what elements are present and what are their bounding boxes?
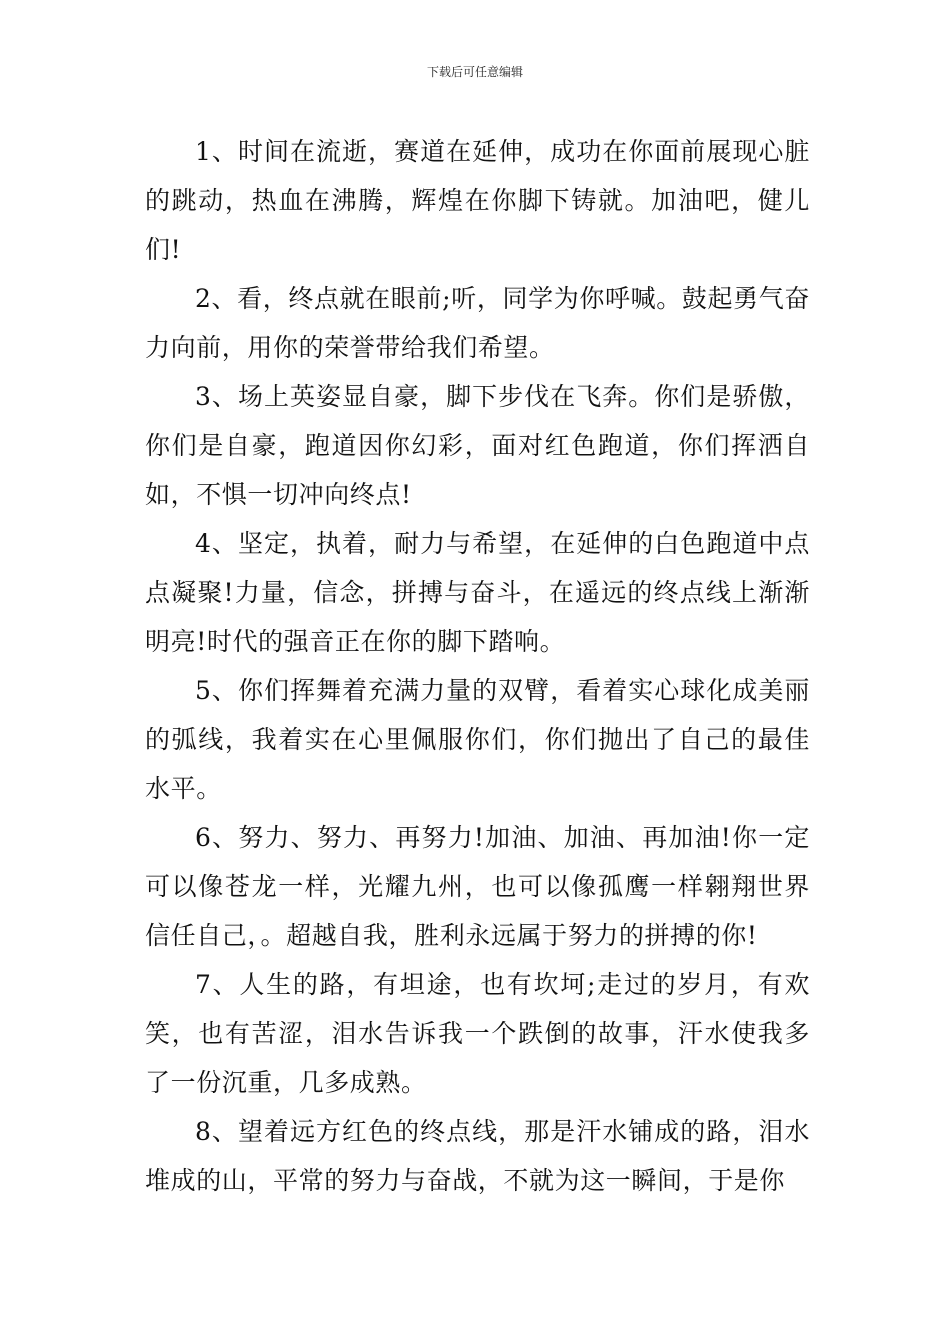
paragraph-3: 3、场上英姿显自豪，脚下步伐在飞奔。你们是骄傲，你们是自豪，跑道因你幻彩，面对红色跑道，你们挥洒自如，不惧一切冲向终点! [145,382,810,509]
paragraph-4: 4、坚定，执着，耐力与希望，在延伸的白色跑道中点点凝聚!力量，信念，拼搏与奋斗，在遥远的终点线上渐渐明亮!时代的强音正在你的脚下踏响。 [145,529,810,656]
paragraph-1: 1、时间在流逝，赛道在延伸，成功在你面前展现心脏的跳动，热血在沸腾，辉煌在你脚下铸就。加油吧，健儿们! [145,137,810,264]
paragraph-8: 8、望着远方红色的终点线，那是汗水铺成的路，泪水堆成的山，平常的努力与奋战，不就为这一瞬间，于是你 [145,1117,810,1195]
paragraph-2: 2、看，终点就在眼前;听，同学为你呼喊。鼓起勇气奋力向前，用你的荣誉带给我们希望。 [145,284,810,362]
document-body [145,127,810,1205]
paragraph-6: 6、努力、努力、再努力!加油、加油、再加油!你一定可以像苍龙一样，光耀九州，也可以像孤鹰一样翱翔世界信任自己，。超越自我，胜利永远属于努力的拼搏的你! [145,823,810,950]
paragraph-5: 5、你们挥舞着充满力量的双臂，看着实心球化成美丽的弧线，我着实在心里佩服你们，你们抛出了自己的最佳水平。 [145,676,810,803]
paragraph-7: 7、人生的路，有坦途，也有坎坷;走过的岁月，有欢笑，也有苦涩，泪水告诉我一个跌倒的故事，汗水使我多了一份沉重，几多成熟。 [145,970,810,1097]
page-header: 下载后可任意编辑 [426,65,523,79]
